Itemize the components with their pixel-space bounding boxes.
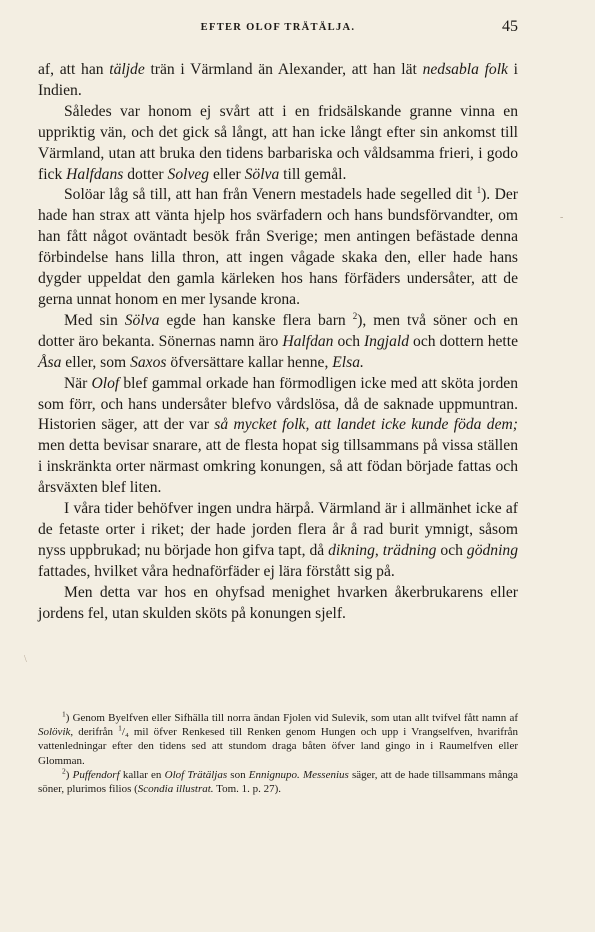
- paragraph-text: Således var honom ej svårt att i en fridsälskande granne vinna en uppriktig vän, och det gick så långt, att han icke långt efter sin ankomst till Värmland, utan att bruka den tidens barbariska och våldsamma frieri, i godo fick: [38, 102, 518, 183]
- paragraph-italic-text: Solveg: [167, 165, 210, 183]
- footnote-text: kallar en: [119, 768, 165, 781]
- paragraph-text: ). Der hade han strax att vänta hjelp hos svärfadern och hans bundsförvandter, om han fått något oväntadt besök från Sverige; men antingen befästade denna förbindelse hans lilla thron, att ingen vågade skaka den, eller hade hans dygder uppeldat den gamla kärleken hos hans förfäders undersåter, att de gerna unnat honom en mer lysande krona.: [38, 186, 518, 308]
- footnote-italic-text: Puffendorf: [72, 768, 120, 781]
- paragraph-text: men detta bevisar snarare, att de flesta hopat sig tillsammans på vissa ställen i inskränkta orter närmast omkring konungen, så att födan började fattas och årsväxten blef liten.: [38, 437, 518, 497]
- footnote-footnote-marker: 1: [62, 709, 66, 719]
- paragraph-italic-text: Sölva: [244, 165, 280, 183]
- footnote-italic-text: Ennignupo.: [248, 768, 300, 781]
- paragraph-text: öfversättare kallar henne,: [166, 353, 333, 371]
- paragraph-text: och dottern hette: [409, 332, 518, 350]
- paragraph-italic-text: Halfdans: [66, 165, 124, 183]
- paragraph-text: till gemål.: [279, 165, 347, 183]
- footnote-italic-text: Solövik: [38, 726, 71, 739]
- paragraph-text: i Indien.: [38, 61, 519, 99]
- paragraph-text: dotter: [123, 165, 168, 183]
- paragraph-italic-text: täljde: [109, 61, 145, 78]
- paragraph-italic-text: Ingjald: [363, 332, 410, 350]
- paragraph-text: Med sin: [64, 311, 125, 329]
- paragraph-text: Solöar låg så till, att han från Venern mestadels hade segelled dit: [64, 186, 477, 204]
- paragraph-italic-text: nedsabla folk: [422, 61, 508, 78]
- paragraph-italic-text: Olof: [91, 374, 120, 392]
- paragraph-italic-text: så mycket folk, att landet icke kunde föda dem;: [214, 416, 518, 434]
- paragraph-text: af, att han: [38, 61, 110, 78]
- paragraph: [38, 583, 518, 625]
- paragraph-text: ), men två söner och en dotter äro bekanta. Sönernas namn äro: [38, 311, 519, 350]
- paragraph-text: och: [436, 541, 467, 559]
- footnote-italic-text: Olof Trätäljas: [164, 768, 228, 781]
- footnote-text: son: [227, 768, 249, 781]
- paragraph-text: Men detta var hos en ohyfsad menighet hvarken åkerbrukarens eller jordens fel, utan skulden sköts på konungen sjelf.: [38, 583, 518, 622]
- margin-dash-mark: -: [560, 212, 564, 223]
- paragraph-italic-text: Sölva: [124, 311, 160, 329]
- footnote-text: , derifrån: [70, 726, 119, 739]
- paragraph-italic-text: Halfdan: [282, 332, 334, 350]
- margin-tick-mark: \: [24, 654, 27, 665]
- paragraph: [38, 374, 518, 499]
- paragraph-italic-text: dikning: [328, 541, 375, 559]
- paragraph-italic-text: trädning: [382, 541, 437, 559]
- footnote-italic-text: Messenius: [302, 768, 349, 781]
- footnote-text: ) Genom Byelfven eller Sifhälla till norra ändan Fjolen vid Sulevik, som utan allt tvifvel fått namn af: [65, 712, 518, 724]
- footnote-footnote-marker: 2: [62, 766, 66, 776]
- footnote-footnote-marker: 1: [118, 723, 122, 733]
- running-head: EFTER OLOF TRÄTÄLJA.: [200, 22, 356, 33]
- footnote-text: ): [65, 768, 73, 781]
- paragraph-footnote-marker: 1: [476, 185, 482, 196]
- paragraph-text: När: [64, 374, 92, 392]
- paragraph-italic-text: Elsa.: [332, 353, 364, 371]
- paragraph: [38, 102, 518, 186]
- footnote: [38, 768, 518, 796]
- page-number: 45: [502, 18, 518, 35]
- paragraph-italic-text: Åsa: [38, 353, 62, 371]
- paragraph: [38, 60, 518, 102]
- paragraph-text: eller, som: [61, 353, 131, 371]
- footnote-text: Tom. 1. p. 27).: [213, 783, 282, 796]
- footnote-text: säger, att de hade tillsammans många söner, plurimos filios (: [38, 768, 519, 796]
- footnote-text: /₄ mil öfver Renkesed till Renken genom Hungen och upp i Vrangselfven, hvarifrån vattenledningar efter den tidens sed att stundom draga båten öfver land gingo in i Raumelfven eller Glomman.: [38, 726, 518, 767]
- paragraph: [38, 499, 518, 583]
- body-text: [38, 60, 518, 624]
- paragraph: [38, 185, 518, 310]
- paragraph-footnote-marker: 2: [352, 310, 358, 321]
- footnote: [38, 711, 518, 768]
- paragraph-text: ,: [374, 541, 383, 559]
- paragraph: [38, 311, 518, 374]
- paragraph-text: trän i Värmland än Alexander, att han lät: [144, 61, 423, 78]
- paragraph-text: och: [333, 332, 364, 350]
- footnotes: [38, 711, 518, 796]
- paragraph-text: fattades, hvilket våra hednaförfäder ej lära förstått sig på.: [38, 562, 395, 580]
- paragraph-text: eller: [209, 165, 245, 183]
- paragraph-text: egde han kanske flera barn: [159, 311, 353, 329]
- paragraph-text: I våra tider behöfver ingen undra härpå. Värmland är i allmänhet icke af de fetaste orter i riket; der hade jorden flera år å rad burit ymnigt, såsom nyss uppbrukad; nu började hon gifva tapt, då: [38, 500, 518, 559]
- footnote-italic-text: Scondia illustrat.: [137, 783, 214, 796]
- paragraph-italic-text: gödning: [466, 541, 519, 559]
- paragraph-text: blef gammal orkade han förmodligen icke med att sköta jorden som förr, och hans undersåter blefvo vårdslösa, då de saknade uppmuntran. Historien säger, att der var: [38, 374, 518, 434]
- paragraph-italic-text: Saxos: [130, 353, 167, 371]
